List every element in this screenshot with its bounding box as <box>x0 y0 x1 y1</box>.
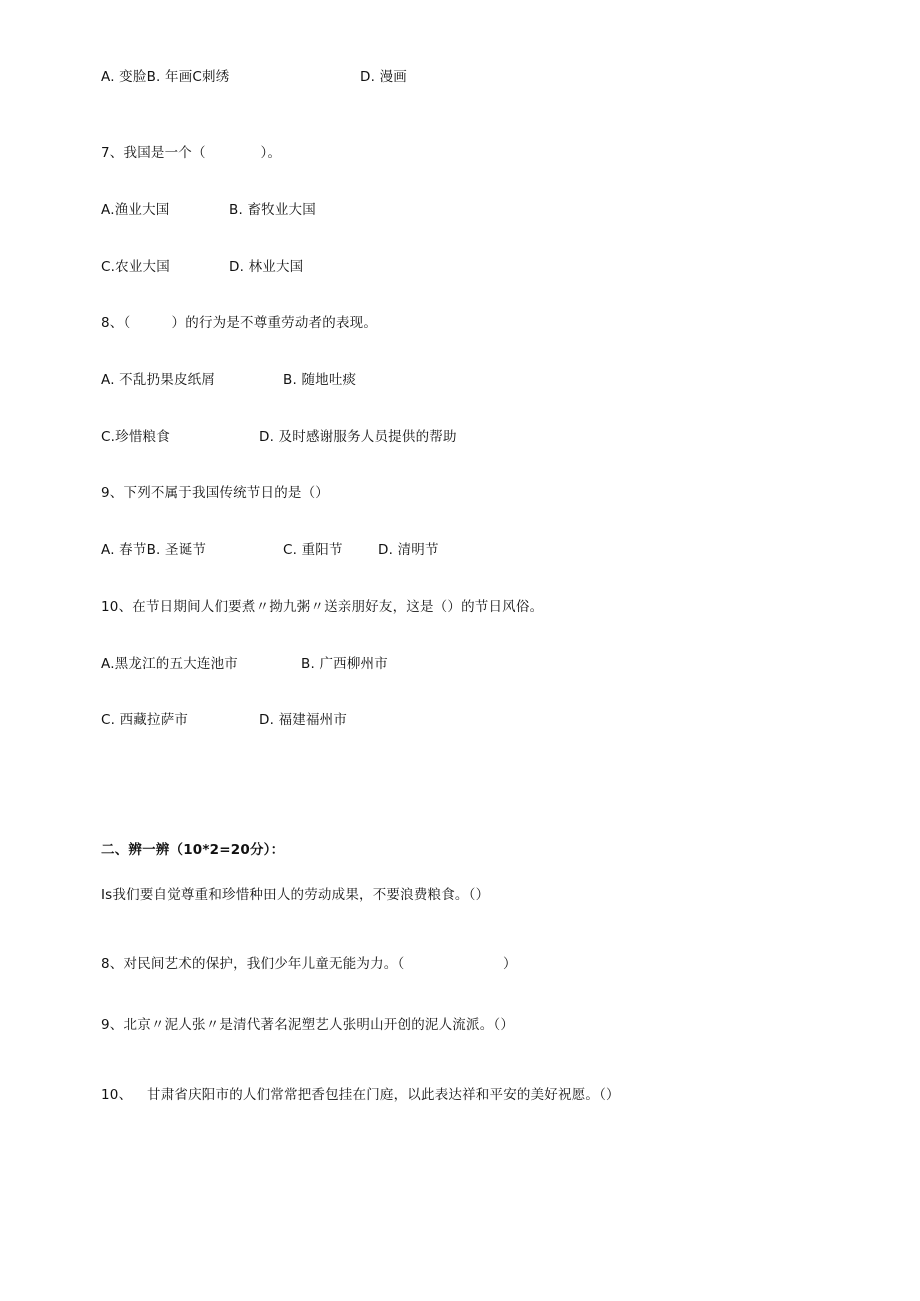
q7-option-c: C.农业大国 <box>101 259 170 275</box>
q9-options-ab: A. 春节B. 圣诞节 <box>101 542 207 558</box>
judge-item-4: 甘肃省庆阳市的人们常常把香包挂在门庭，以此表达祥和平安的美好祝愿。（） <box>147 1087 620 1103</box>
q6-options-abc: A. 变脸B. 年画C刺绣 <box>101 69 230 85</box>
q8-option-d: D. 及时感谢服务人员提供的帮助 <box>259 429 457 445</box>
q7-option-b: B. 畜牧业大国 <box>229 202 316 218</box>
section2-heading: 二、辨一辨（10*2=20分）： <box>101 842 285 858</box>
q8-option-c: C.珍惜粮食 <box>101 429 170 445</box>
q10-option-a: A.黑龙江的五大连池市 <box>101 656 238 672</box>
q10-stem: 10、在节日期间人们要煮〃拗九粥〃送亲朋好友，这是（）的节日风俗。 <box>101 599 544 615</box>
q9-option-c: C. 重阳节 <box>283 542 343 558</box>
q10-option-d: D. 福建福州市 <box>259 712 348 728</box>
q6-option-d: D. 漫画 <box>360 69 407 85</box>
q10-option-c: C. 西藏拉萨市 <box>101 712 189 728</box>
q8-option-a: A. 不乱扔果皮纸屑 <box>101 372 216 388</box>
q8-stem: 8、（ ）的行为是不尊重劳动者的表现。 <box>101 315 378 331</box>
q7-stem: 7、我国是一个（ ）。 <box>101 145 282 161</box>
q7-option-d: D. 林业大国 <box>229 259 304 275</box>
judge-item-1: Is我们要自觉尊重和珍惜种田人的劳动成果，不要浪费粮食。（） <box>101 887 490 903</box>
judge-item-4-number: 10、 <box>101 1087 133 1103</box>
judge-item-2: 8、对民间艺术的保护，我们少年儿童无能为力。（ <box>101 956 405 972</box>
q9-stem: 9、下列不属于我国传统节日的是（） <box>101 485 329 501</box>
judge-item-3: 9、北京〃泥人张〃是清代著名泥塑艺人张明山开创的泥人流派。（） <box>101 1017 515 1033</box>
q9-option-d: D. 清明节 <box>378 542 439 558</box>
judge-item-2-close: ） <box>503 956 517 972</box>
q7-option-a: A.渔业大国 <box>101 202 170 218</box>
q8-option-b: B. 随地吐痰 <box>283 372 357 388</box>
q10-option-b: B. 广西柳州市 <box>301 656 388 672</box>
